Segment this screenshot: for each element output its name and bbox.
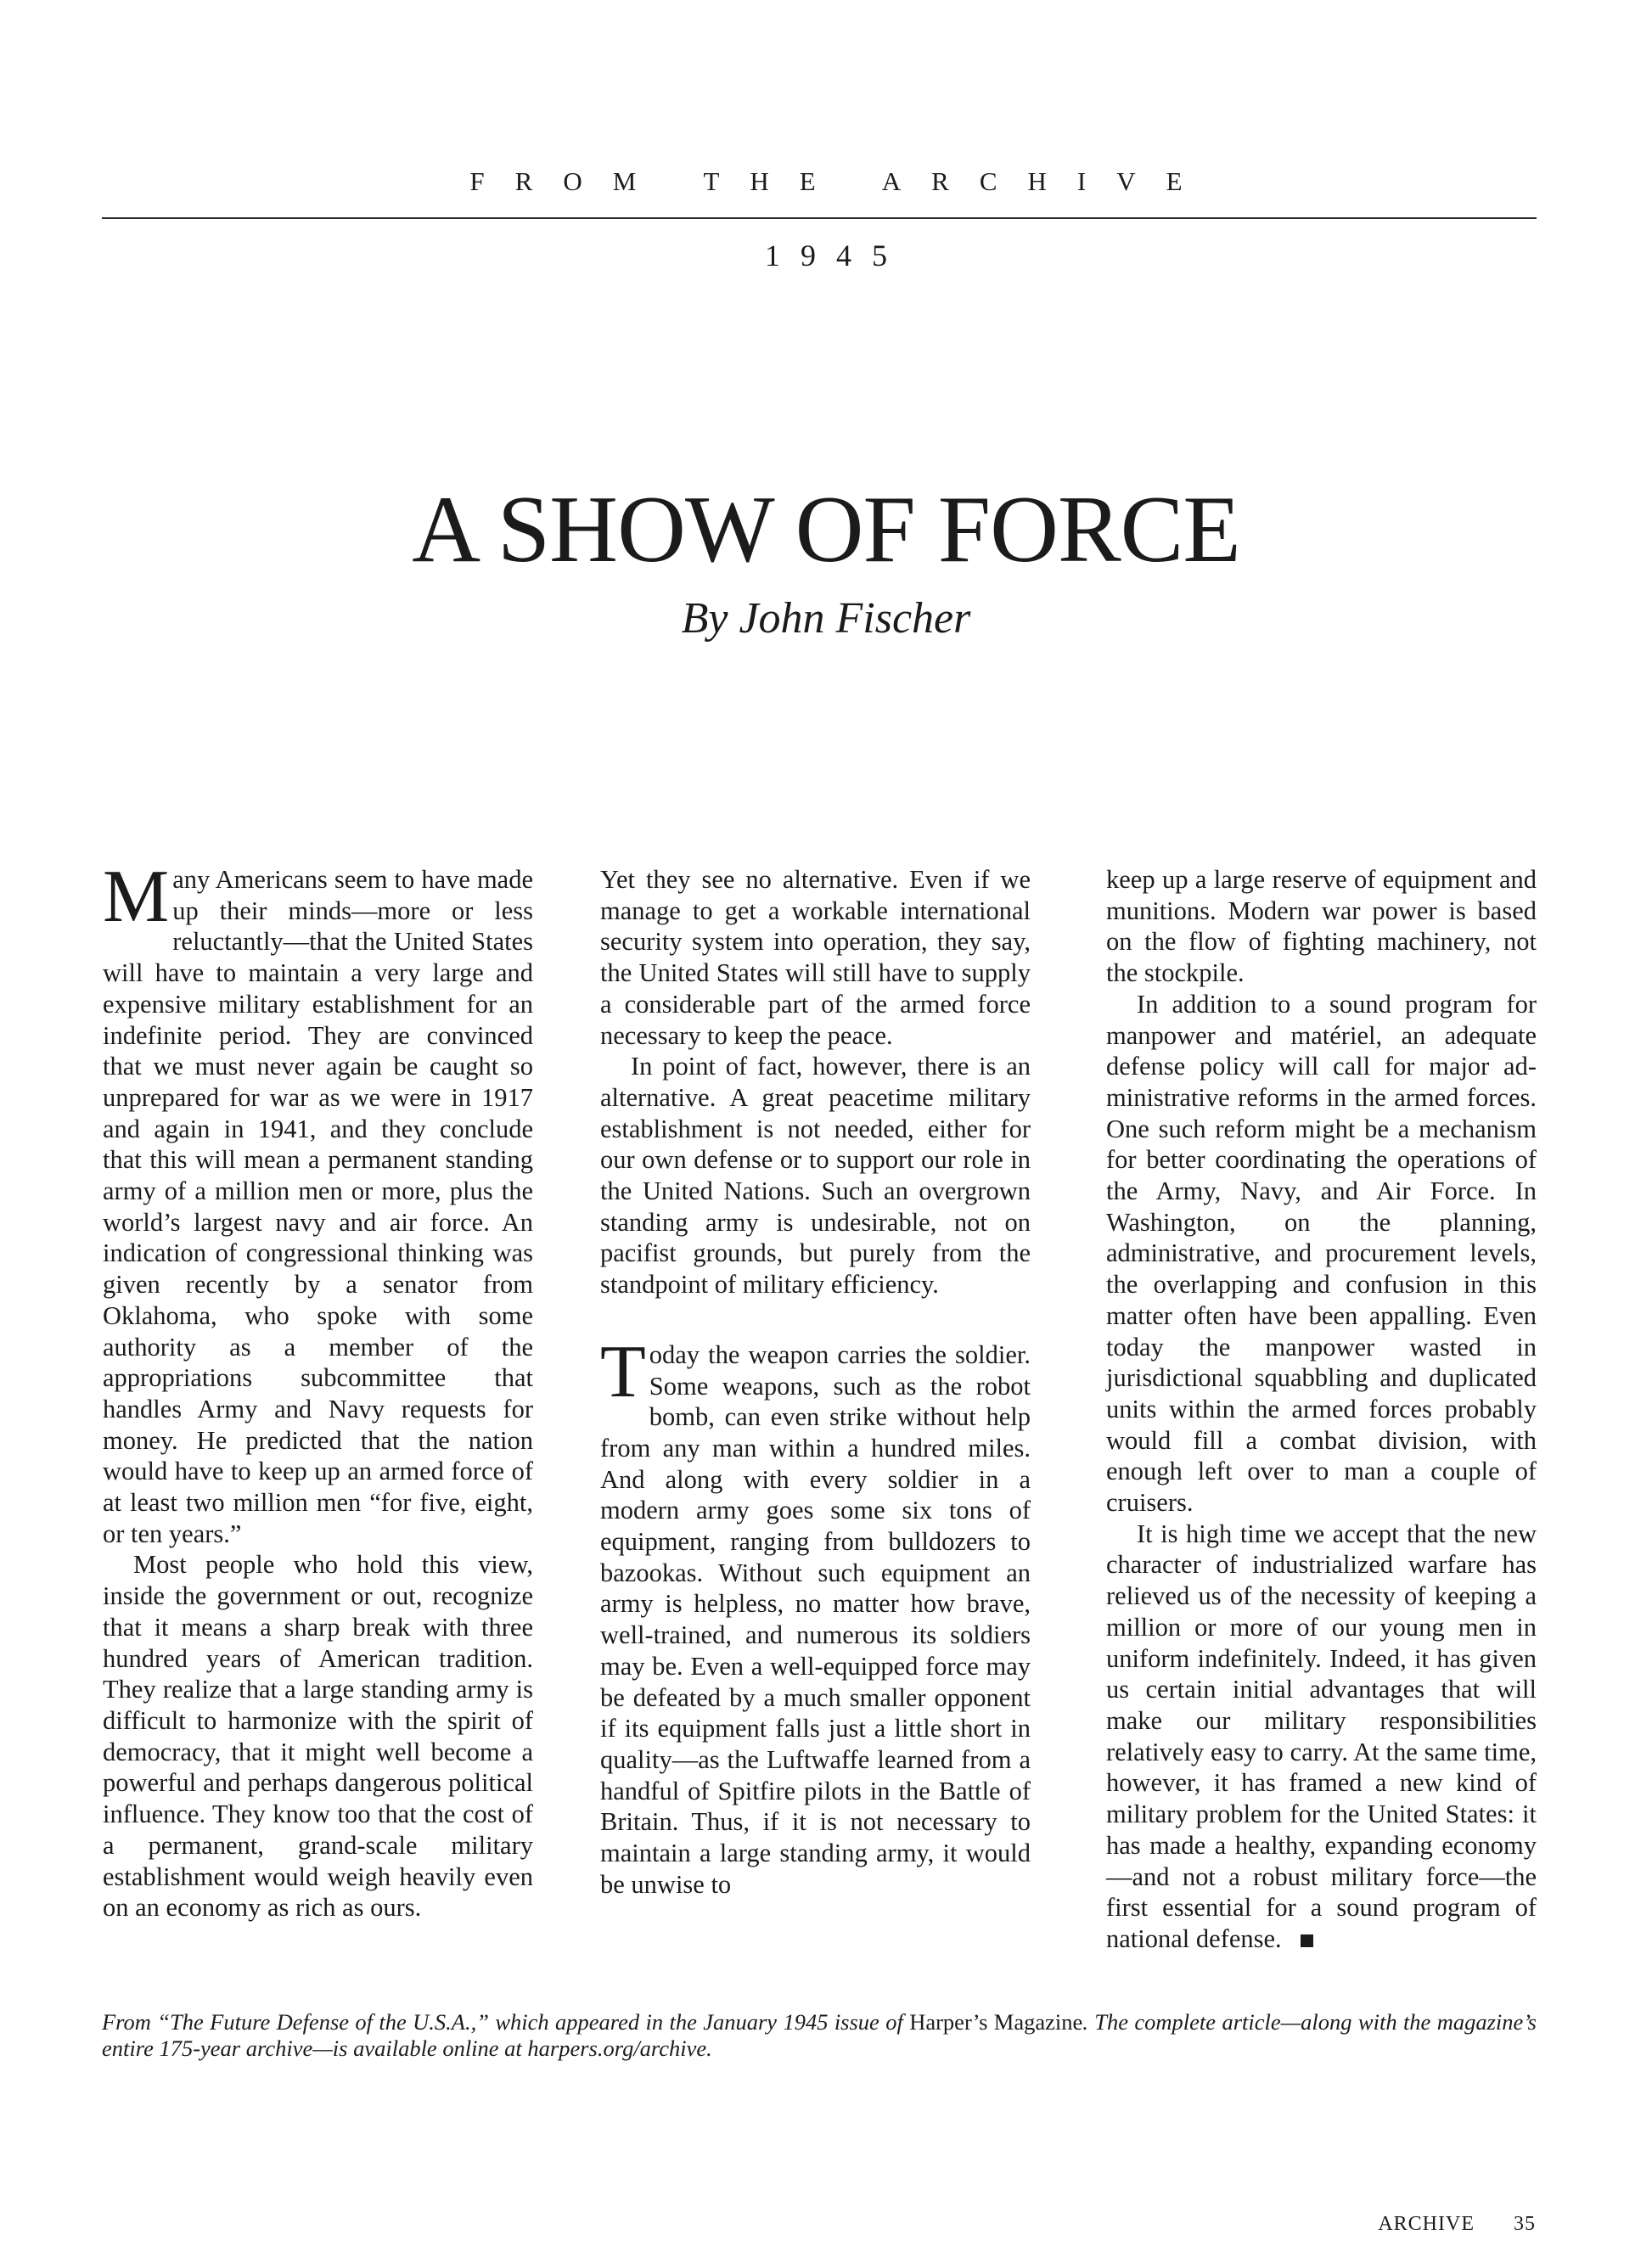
paragraph-text: Yet they see no alternative. Even if we manage to get a workable international security system into operation, they say, the United States will still have to supply a considerable part of the armed force necessary to keep the peace. bbox=[600, 865, 1031, 1050]
footnote-before: From “The Future Defense of the U.S.A.,” which appeared in the January 1945 issue of bbox=[102, 2009, 910, 2035]
footnote-magazine: Harper’s Magazine bbox=[909, 2009, 1083, 2035]
column-1 bbox=[103, 856, 533, 1923]
column-3 bbox=[1106, 864, 1537, 1955]
paragraph-text: In point of fact, however, there is an alternative. A great peacetime military establishment is not needed, either for our own defense or to support our role in the United Nations. Such an overgrown standing army is undesirable, not on pacifist grounds, but purely from the standpoint of military efficiency. bbox=[600, 1052, 1031, 1300]
paragraph bbox=[600, 1051, 1031, 1300]
drop-cap: T bbox=[600, 1330, 646, 1413]
paragraph bbox=[1106, 1519, 1537, 1955]
column-2 bbox=[600, 864, 1031, 1901]
drop-cap: M bbox=[103, 856, 170, 938]
paragraph bbox=[103, 856, 533, 1549]
paragraph bbox=[1106, 989, 1537, 1519]
paragraph bbox=[600, 1330, 1031, 1901]
folio-section: ARCHIVE bbox=[1378, 2213, 1475, 2235]
paragraph-text: oday the weapon carries the soldier. Some weapons, such as the robot bomb, can even strike without help from any man within a hundred miles. And along with every soldier in a modern army goes some six tons of equipment, ranging from bulldozers to bazookas. Without such equipment an army is helpless, no matter how brave, well-trained, and numerous its soldiers may be. Even a well-equipped force may be defeated by a much smaller opponent if its equipment falls just a little short in quality—as the Luftwaffe learned from a handful of Spitfire pilots in the Battle of Britain. Thus, if it is not necessary to maintain a large standing army, it would be unwise to bbox=[600, 1339, 1031, 1899]
kicker: FROM THE ARCHIVE bbox=[469, 166, 1213, 196]
year: 1945 bbox=[765, 239, 907, 272]
paragraph bbox=[600, 864, 1031, 1051]
byline: By John Fischer bbox=[681, 594, 971, 643]
footnote-after: . The complete article—along with the magazine’s entire 175-year archive—is available online at harpers.org/archive. bbox=[102, 2009, 1537, 2061]
paragraph-text: It is high time we accept that the new character of industrialized warfare has relieved us of the necessity of keeping a million or more of our young men in uniform indefinitely. Indeed, it has given us certain initial advantages that will make our military responsibilities relatively easy to carry. At the same time, however, it has framed a new kind of military problem for the United States: it has made a healthy, expanding economy—and not a robust military force—the first essential for a sound program of national defense. bbox=[1106, 1519, 1537, 1953]
header-rule bbox=[102, 217, 1537, 219]
paragraph bbox=[1106, 864, 1537, 989]
page-number: 35 bbox=[1514, 2213, 1536, 2235]
article-title: A SHOW OF FORCE bbox=[412, 477, 1240, 582]
paragraph-text: any Americans seem to have made up their minds—more or less reluctantly—that the United States will have to maintain a very large and expensive military establishment for an indefinite period. They are convinced that we must never again be caught so unprepared for war as we were in 1917 and again in 1941, and they conclude that this will mean a permanent standing army of a million men or more, plus the world’s largest navy and air force. An indication of congressional thinking was given recently by a senator from Oklahoma, who spoke with some authority as a member of the appropriations subcommittee that handles Army and Navy requests for money. He predicted that the nation would have to keep up an armed force of at least two million men “for five, eight, or ten years.” bbox=[103, 865, 533, 1548]
footnote bbox=[102, 2009, 1537, 2062]
folio bbox=[1378, 2213, 1536, 2236]
paragraph bbox=[103, 1549, 533, 1923]
paragraph-text: Most people who hold this view, inside the government or out, recognize that it means a sharp break with three hundred years of American tradition. They realize that a large standing army is difficult to harmonize with the spirit of democracy, that it might well become a powerful and perhaps dangerous political influence. They know too that the cost of a permanent, grand-scale military establishment would weigh heavily even on an economy as rich as ours. bbox=[103, 1550, 533, 1923]
end-mark-icon bbox=[1301, 1934, 1313, 1947]
paragraph-text: keep up a large reserve of equipment and munitions. Modern war power is based on the flow of fighting machinery, not the stockpile. bbox=[1106, 865, 1537, 988]
paragraph-text: In addition to a sound program for manpower and matériel, an adequate defense policy will call for major administrative reforms in the armed forces. One such reform might be a mechanism for better coordinating the operations of the Army, Navy, and Air Force. In Washington, on the planning, administrative, and procurement levels, the overlapping and confusion in this matter often have been appalling. Even today the manpower wasted in jurisdictional squabbling and duplicated units within the armed forces probably would fill a combat division, with enough left over to man a couple of cruisers. bbox=[1106, 989, 1537, 1518]
